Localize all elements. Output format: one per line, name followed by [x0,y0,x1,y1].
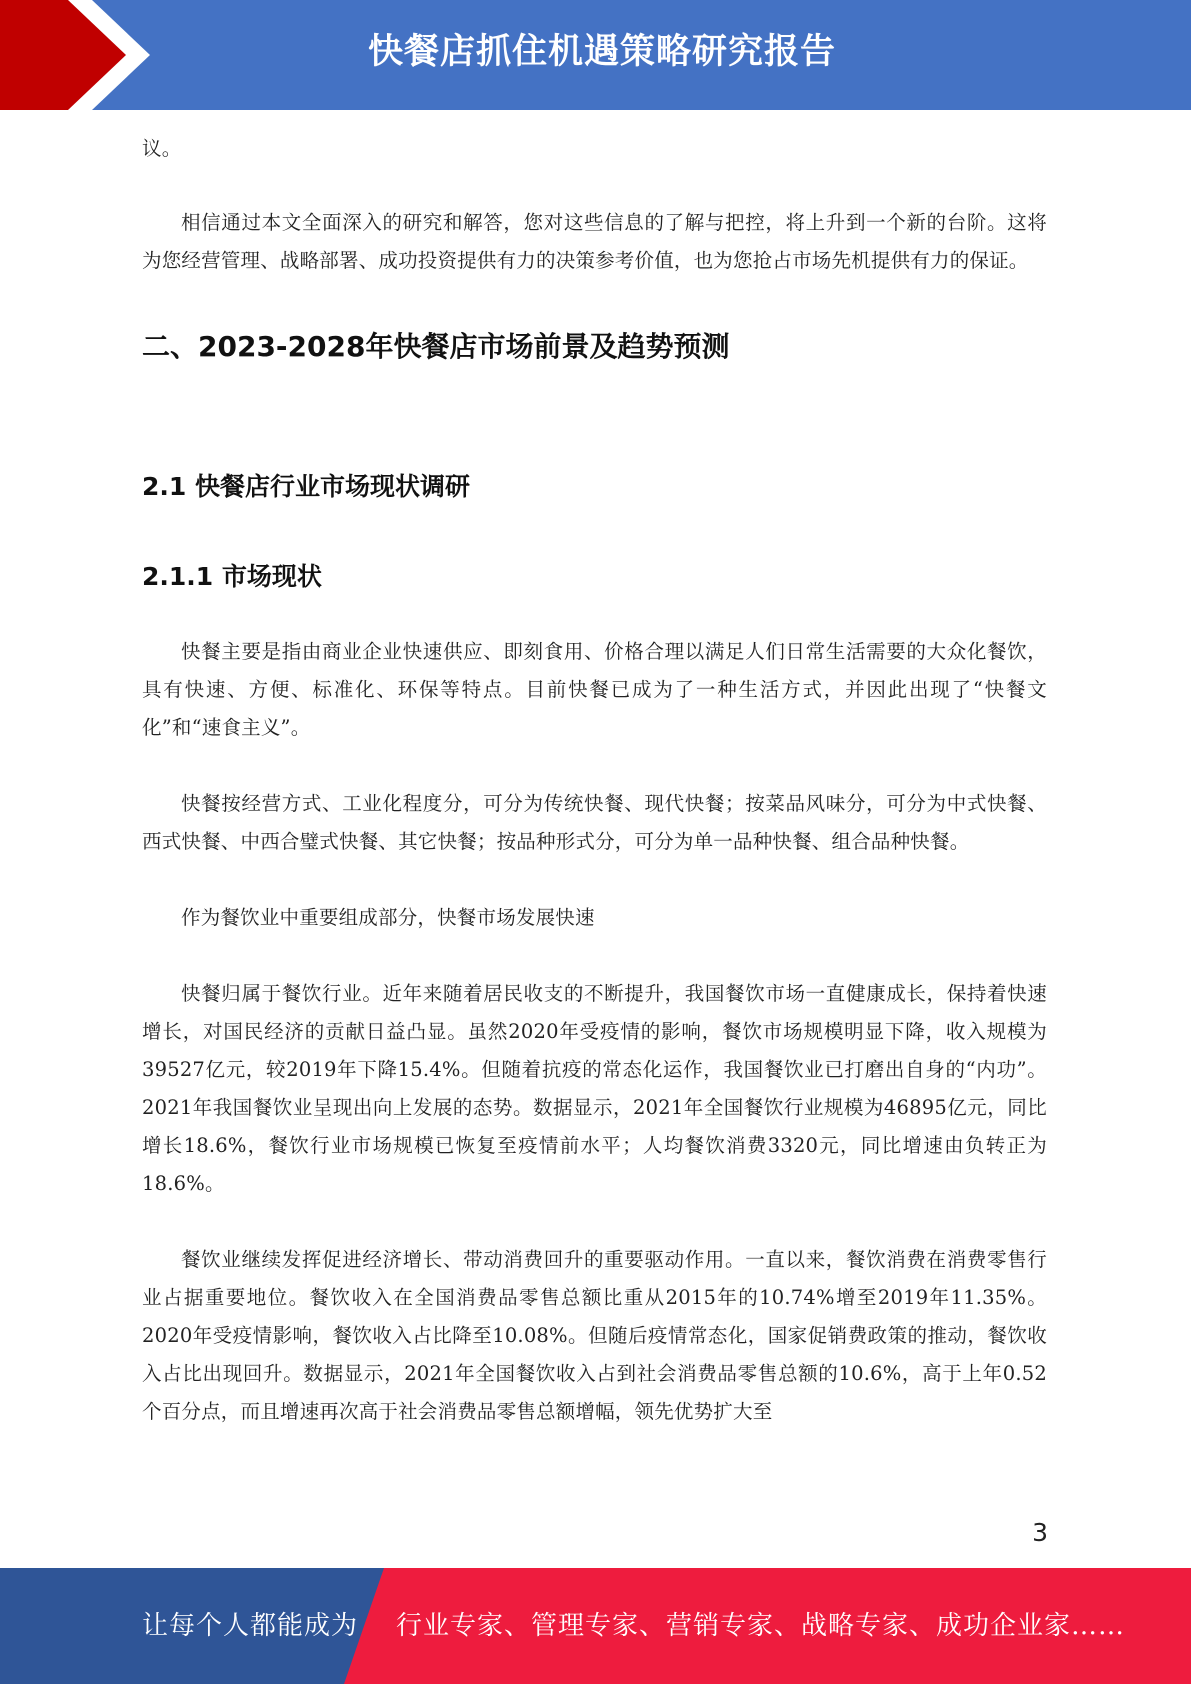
paragraph-consumption-share: 餐饮业继续发挥促进经济增长、带动消费回升的重要驱动作用。一直以来，餐饮消费在消费零售行业占据重要地位。餐饮收入在全国消费品零售总额比重从2015年的10.74%增至2019年11.35%。2020年受疫情影响，餐饮收入占比降至10.08%。但随后疫情常态化，国家促销费政策的推动，餐饮收入占比出现回升。数据显示，2021年全国餐饮收入占到社会消费品零售总额的10.6%，高于上年0.52个百分点，而且增速再次高于社会消费品零售总额增幅，领先优势扩大至 [142,1248,1047,1423]
paragraph-intro: 相信通过本文全面深入的研究和解答，您对这些信息的了解与把控，将上升到一个新的台阶。这将为您经营管理、战略部署、成功投资提供有力的决策参考价值，也为您抢占市场先机提供有力的保证。 [142,211,1047,272]
paragraph-continuation: 议。 [142,137,182,160]
header-banner [0,0,1191,110]
paragraph-market-size: 快餐归属于餐饮行业。近年来随着居民收支的不断提升，我国餐饮市场一直健康成长，保持着快速增长，对国民经济的贡献日益凸显。虽然2020年受疫情的影响，餐饮市场规模明显下降，收入规模为39527亿元，较2019年下降15.4%。但随着抗疫的常态化运作，我国餐饮业已打磨出自身的“内功”。2021年我国餐饮业呈现出向上发展的态势。数据显示，2021年全国餐饮行业规模为46895亿元，同比增长18.6%，餐饮行业市场规模已恢复至疫情前水平；人均餐饮消费3320元，同比增速由负转正为18.6%。 [142,982,1047,1195]
subsubsection-heading: 2.1.1 市场现状 [142,562,322,591]
subsection-heading: 2.1 快餐店行业市场现状调研 [142,472,470,501]
footer-slogan-left: 让每个人都能成为 [142,1611,359,1641]
paragraph-definition: 快餐主要是指由商业企业快速供应、即刻食用、价格合理以满足人们日常生活需要的大众化餐饮，具有快速、方便、标准化、环保等特点。目前快餐已成为了一种生活方式，并因此出现了“快餐文化”和“速食主义”。 [142,640,1047,739]
page-number: 3 [1032,1518,1048,1547]
footer-banner [0,1568,1191,1684]
footer-slogan-right: 行业专家、管理专家、营销专家、战略专家、成功企业家…… [396,1611,1126,1641]
section-heading: 二、2023-2028年快餐店市场前景及趋势预测 [142,330,730,363]
document-body [142,130,1047,1431]
paragraph-classification: 快餐按经营方式、工业化程度分，可分为传统快餐、现代快餐；按菜品风味分，可分为中式快餐、西式快餐、中西合璧式快餐、其它快餐；按品种形式分，可分为单一品种快餐、组合品种快餐。 [142,792,1047,853]
report-title: 快餐店抓住机遇策略研究报告 [367,32,836,72]
paragraph-summary: 作为餐饮业中重要组成部分，快餐市场发展快速 [181,906,595,929]
